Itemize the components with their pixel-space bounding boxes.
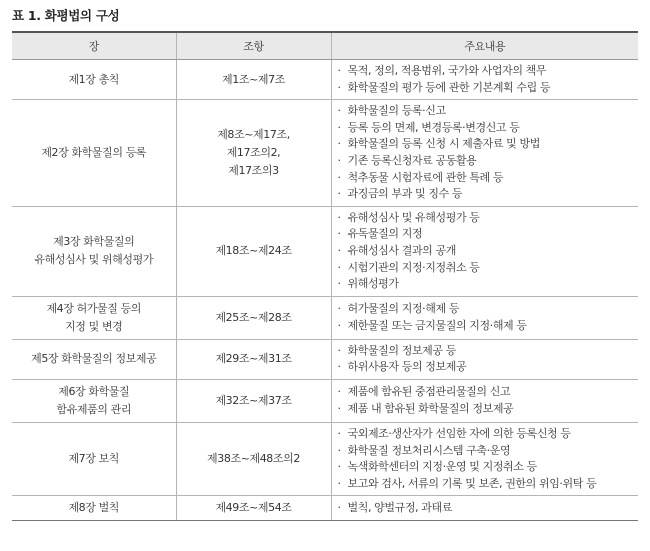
table-header-row [12, 32, 638, 60]
content-item [338, 476, 639, 493]
articles-cell [176, 206, 331, 296]
content-item-text: 화학물질의 등록·신고 [347, 104, 446, 118]
articles-cell [176, 339, 331, 379]
contents-cell [331, 422, 638, 495]
content-item [338, 301, 639, 318]
content-item-text: 제한물질 또는 금지물질의 지정·해제 등 [347, 318, 527, 332]
table-row [12, 339, 638, 379]
content-item-text: 기존 등록신청자료 공동활용 [347, 153, 477, 167]
content-item-text: 허가물질의 지정·해제 등 [347, 302, 460, 316]
chapter-line: 제2장 화학물질의 등록 [41, 145, 147, 159]
header-main-contents: 주요내용 [331, 32, 638, 60]
law-structure-table [12, 31, 638, 521]
content-item-text: 목적, 정의, 적용범위, 국가와 사업자의 책무 [347, 64, 547, 77]
table-row [12, 422, 638, 495]
articles-cell [176, 379, 331, 422]
content-item-text: 녹색화학센터의 지정·운영 및 지정취소 등 [347, 460, 537, 474]
bullet-dot-icon: · [337, 277, 341, 291]
content-item [338, 103, 639, 120]
content-item-text: 국외제조·생산자가 선임한 자에 의한 등록신청 등 [347, 426, 571, 440]
bullet-dot-icon: · [337, 120, 341, 134]
articles-line: 제38조~제48조의2 [207, 452, 300, 466]
content-item [338, 260, 639, 277]
content-item [338, 153, 639, 170]
content-item [338, 276, 639, 293]
articles-cell [176, 100, 331, 207]
bullet-dot-icon: · [337, 137, 341, 151]
articles-line: 제25조~제28조 [215, 310, 292, 324]
table-row [12, 100, 638, 207]
articles-line: 제29조~제31조 [215, 352, 292, 366]
bullet-dot-icon: · [337, 104, 341, 118]
table-row [12, 206, 638, 296]
content-item [338, 226, 639, 243]
content-item [338, 63, 639, 80]
chapter-line: 제6장 화학물질 [58, 384, 130, 398]
content-item [338, 500, 639, 517]
bullet-dot-icon: · [337, 260, 341, 274]
chapter-line: 제8장 벌칙 [68, 501, 120, 515]
bullet-dot-icon: · [337, 187, 341, 201]
content-item-text: 척추동물 시험자료에 관한 특례 등 [347, 170, 504, 184]
content-item-text: 유해성심사 및 유해성평가 등 [347, 210, 480, 224]
content-item [338, 80, 639, 97]
chapter-line: 제3장 화학물질의 [53, 235, 135, 249]
chapter-cell [12, 339, 176, 379]
chapter-cell [12, 296, 176, 339]
bullet-dot-icon: · [337, 80, 341, 94]
articles-line: 제17조의2, [226, 145, 281, 159]
articles-line: 제8조~제17조, [217, 127, 290, 141]
articles-line: 제49조~제54조 [215, 501, 292, 515]
contents-cell [331, 100, 638, 207]
contents-cell [331, 206, 638, 296]
content-item [338, 136, 639, 153]
content-item [338, 443, 639, 460]
content-item [338, 120, 639, 137]
bullet-dot-icon: · [337, 227, 341, 241]
content-item-text: 유독물질의 지정 [347, 227, 423, 241]
chapter-line: 유해성심사 및 위해성평가 [34, 253, 154, 267]
bullet-dot-icon: · [337, 343, 341, 357]
bullet-dot-icon: · [337, 302, 341, 316]
table-row [12, 496, 638, 521]
content-item [338, 318, 639, 335]
bullet-dot-icon: · [337, 64, 341, 77]
articles-line: 제17조의3 [228, 163, 279, 177]
chapter-cell [12, 100, 176, 207]
chapter-cell [12, 379, 176, 422]
bullet-dot-icon: · [337, 476, 341, 490]
content-item [338, 170, 639, 187]
header-chapter: 장 [12, 32, 176, 60]
content-item-text: 제품에 함유된 중점관리물질의 신고 [347, 385, 511, 399]
content-item-text: 시험기관의 지정·지정취소 등 [347, 260, 480, 274]
bullet-dot-icon: · [337, 401, 341, 415]
content-item-text: 하위사용자 등의 정보제공 [347, 360, 467, 374]
content-item [338, 426, 639, 443]
header-articles: 조항 [176, 32, 331, 60]
content-item [338, 343, 639, 360]
chapter-line: 제1장 총칙 [68, 72, 120, 86]
bullet-dot-icon: · [337, 426, 341, 440]
content-item-text: 보고와 검사, 서류의 기록 및 보존, 권한의 위임·위탁 등 [347, 476, 597, 490]
content-item-text: 벌칙, 양벌규정, 과태료 [347, 500, 452, 514]
table-row [12, 379, 638, 422]
chapter-line: 제5장 화학물질의 정보제공 [31, 352, 157, 366]
content-item-text: 위해성평가 [347, 277, 399, 291]
content-item-text: 유해성심사 결과의 공개 [347, 243, 456, 257]
contents-cell [331, 496, 638, 521]
articles-cell [176, 496, 331, 521]
table-row [12, 60, 638, 100]
bullet-dot-icon: · [337, 243, 341, 257]
contents-cell [331, 296, 638, 339]
bullet-dot-icon: · [337, 210, 341, 224]
content-item [338, 186, 639, 203]
table-body [12, 60, 638, 521]
content-item-text: 화학물질의 등록 신청 시 제출자료 및 방법 [347, 137, 540, 151]
bullet-dot-icon: · [337, 443, 341, 457]
table-row [12, 296, 638, 339]
chapter-cell [12, 206, 176, 296]
content-item [338, 243, 639, 260]
chapter-line: 제4장 허가물질 등의 [46, 301, 142, 315]
chapter-cell [12, 60, 176, 100]
bullet-dot-icon: · [337, 153, 341, 167]
articles-cell [176, 422, 331, 495]
articles-line: 제18조~제24조 [215, 244, 292, 258]
content-item [338, 384, 639, 401]
content-item-text: 화학물질 정보처리시스템 구축·운영 [347, 443, 511, 457]
contents-cell [331, 379, 638, 422]
chapter-cell [12, 496, 176, 521]
content-item [338, 401, 639, 418]
chapter-line: 제7장 보칙 [68, 452, 120, 466]
bullet-dot-icon: · [337, 360, 341, 374]
contents-cell [331, 339, 638, 379]
table-caption: 표 1. 화평법의 구성 [12, 8, 120, 23]
content-item-text: 화학물질의 정보제공 등 [347, 343, 456, 357]
chapter-line: 함유제품의 관리 [56, 402, 132, 416]
articles-cell [176, 60, 331, 100]
articles-line: 제32조~제37조 [215, 393, 292, 407]
content-item-text: 등록 등의 면제, 변경등록·변경신고 등 [347, 120, 520, 134]
chapter-cell [12, 422, 176, 495]
contents-cell [331, 60, 638, 100]
content-item-text: 제품 내 함유된 화학물질의 정보제공 [347, 401, 514, 415]
bullet-dot-icon: · [337, 170, 341, 184]
bullet-dot-icon: · [337, 385, 341, 399]
content-item-text: 과징금의 부과 및 징수 등 [347, 187, 463, 201]
bullet-dot-icon: · [337, 500, 341, 514]
articles-line: 제1조~제7조 [222, 72, 285, 86]
bullet-dot-icon: · [337, 460, 341, 474]
content-item [338, 359, 639, 376]
content-item-text: 화학물질의 평가 등에 관한 기본계획 수립 등 [347, 80, 551, 94]
bullet-dot-icon: · [337, 318, 341, 332]
articles-cell [176, 296, 331, 339]
chapter-line: 지정 및 변경 [65, 319, 123, 333]
content-item [338, 210, 639, 227]
content-item [338, 459, 639, 476]
